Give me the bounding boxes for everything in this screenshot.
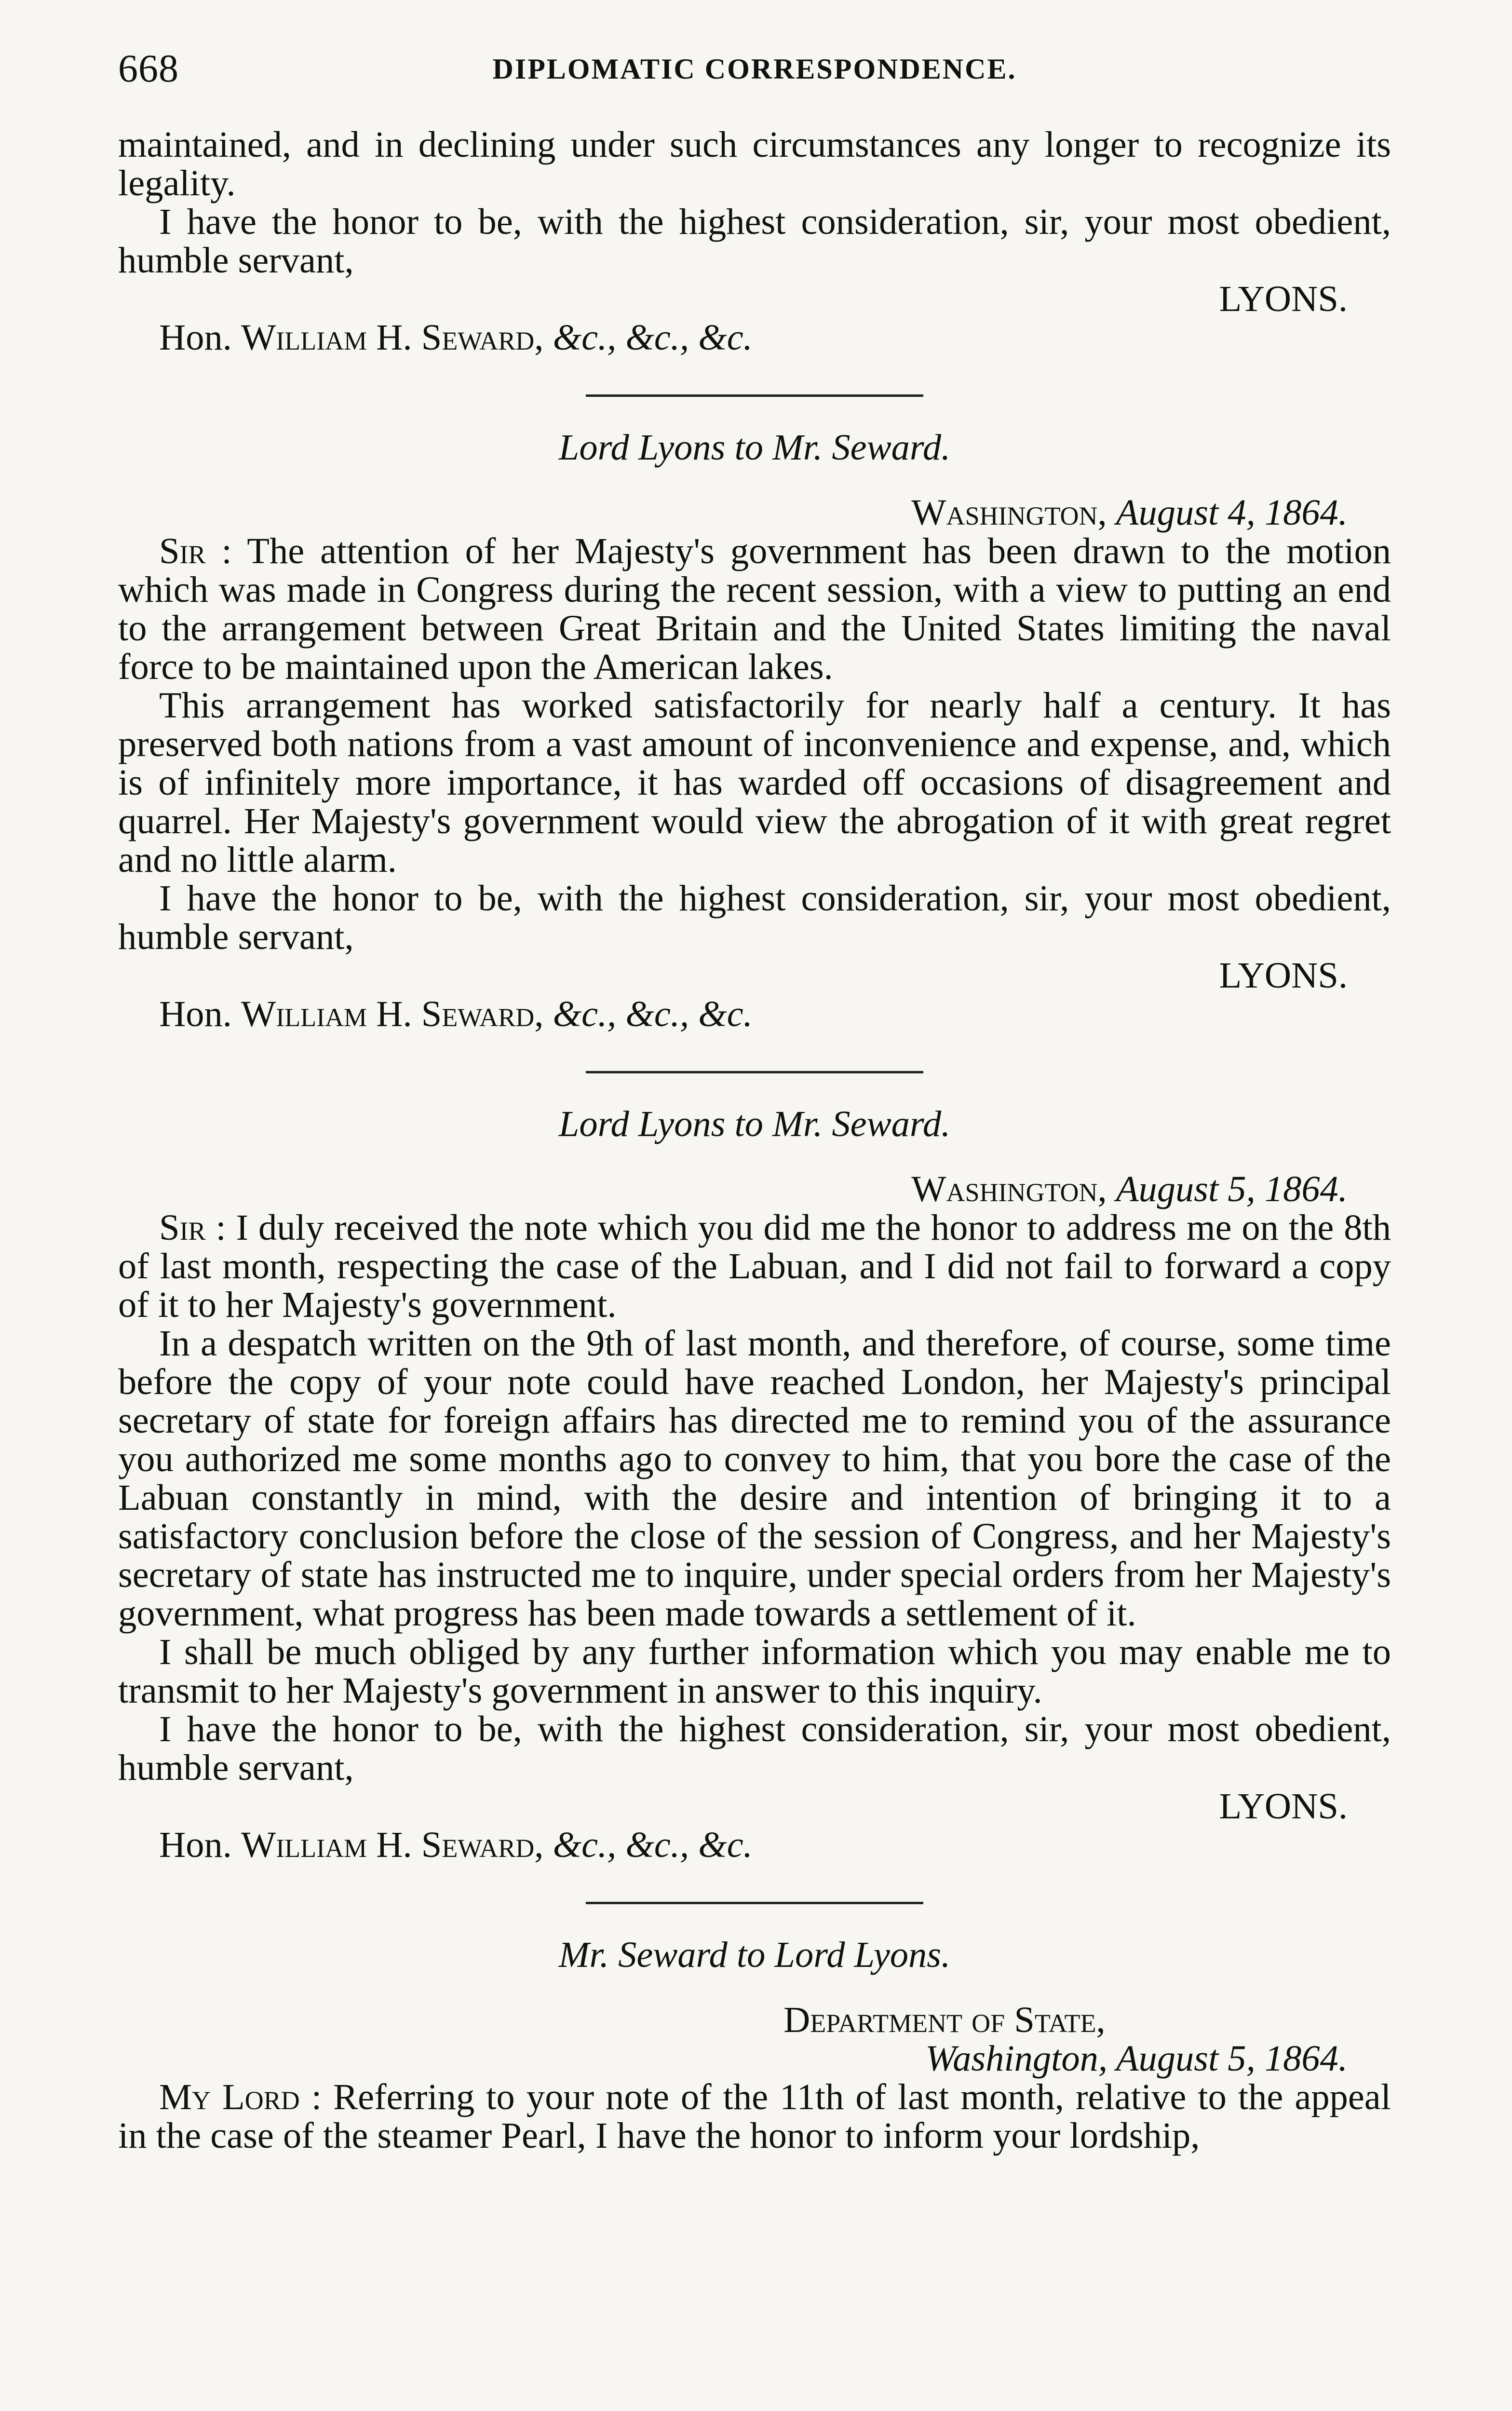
dateline-date: August 4, 1864. (1116, 492, 1348, 533)
letter-title: Lord Lyons to Mr. Seward. (558, 427, 951, 468)
letter-continuation (118, 125, 1391, 357)
paragraph-text: I duly received the note which you did me the honor to address me on the 8th of last month, respecting the case of the Labuan, and I did not fail to forward a copy of it to her Majesty's government. (118, 1207, 1391, 1325)
addressee-suffix: &c., &c., &c. (553, 1824, 753, 1865)
salutation: Sir : (159, 1207, 226, 1248)
addressee-prefix: Hon. (159, 317, 232, 358)
paragraph-text: Referring to your note of the 11th of last month, relative to the appeal in the case of the steamer Pearl, I have the honor to inform your lordship, (118, 2076, 1391, 2156)
continuation-paragraph: maintained, and in declining under such circumstances any longer to recognize its legality. (118, 124, 1391, 203)
letter-paragraph: In a despatch written on the 9th of last month, and therefore, of course, some time before the copy of your note could have reached London, her Majesty's principal secretary of state for foreign affairs has directed me to remind you of the assurance you authorized me some months ago to convey to him, that you bore the case of the Labuan constantly in mind, with the desire and intention of bringing it to a satisfactory conclusion before the close of the session of Congress, and her Majesty's secretary of state has instructed me to inquire, under special orders from her Majesty's government, what progress has been made towards a settlement of it. (118, 1323, 1391, 1634)
letter-paragraph: I shall be much obliged by any further information which you may enable me to transmit to her Majesty's government in answer to this inquiry. (118, 1631, 1391, 1711)
page-header (118, 46, 1391, 89)
letter-dateline (118, 1170, 1391, 1208)
signature: LYONS. (1219, 955, 1348, 996)
letter-dateline (118, 493, 1391, 532)
letter-paragraph (118, 1208, 1391, 1324)
addressee-prefix: Hon. (159, 1824, 232, 1865)
addressee-name: William H. Seward, (241, 317, 544, 358)
addressee-suffix: &c., &c., &c. (553, 993, 753, 1034)
dateline-date: August 5, 1864. (1116, 1168, 1348, 1209)
letter-title: Mr. Seward to Lord Lyons. (558, 1934, 951, 1975)
addressee-name: William H. Seward, (241, 993, 544, 1034)
dateline-place: Washington, (911, 1168, 1107, 1209)
section-divider (586, 1902, 923, 1904)
salutation: My Lord : (159, 2076, 322, 2117)
closing-formula: I have the honor to be, with the highest consideration, sir, your most obedient, humble servant, (118, 878, 1391, 957)
letter-lyons-aug-5 (118, 1105, 1391, 1864)
letter-department: Department of State, (783, 1999, 1106, 2040)
letter-lyons-aug-4 (118, 428, 1391, 1033)
letter-title: Lord Lyons to Mr. Seward. (558, 1103, 951, 1144)
signature: LYONS. (1219, 1786, 1348, 1827)
letter-seward-aug-5 (118, 1936, 1391, 2155)
addressee-suffix: &c., &c., &c. (553, 317, 753, 358)
letter-dateline: Washington, August 5, 1864. (925, 2038, 1348, 2079)
salutation: Sir : (159, 530, 232, 571)
addressee (159, 995, 1391, 1033)
letter-paragraph (118, 532, 1391, 686)
closing-formula: I have the honor to be, with the highest consideration, sir, your most obedient, humble servant, (118, 1708, 1391, 1788)
closing-formula: I have the honor to be, with the highest consideration, sir, your most obedient, humble servant, (118, 201, 1391, 281)
section-divider (586, 394, 923, 397)
addressee-prefix: Hon. (159, 993, 232, 1034)
addressee (159, 318, 1391, 357)
dateline-place: Washington, (911, 492, 1107, 533)
running-title: DIPLOMATIC CORRESPONDENCE. (492, 53, 1017, 85)
page-number: 668 (118, 46, 179, 90)
letter-paragraph (118, 2078, 1391, 2155)
addressee-name: William H. Seward, (241, 1824, 544, 1865)
addressee (159, 1826, 1391, 1864)
letter-paragraph: This arrangement has worked satisfactorily for nearly half a century. It has preserved both nations from a vast amount of inconvenience and expense, and, which is of infinitely more importance, it has warded off occasions of disagreement and quarrel. Her Majesty's government would view the abrogation of it with great regret and no little alarm. (118, 685, 1391, 880)
paragraph-text: The attention of her Majesty's government has been drawn to the motion which was made in Congress during the recent session, with a view to putting an end to the arrangement between Great Britain and the United States limiting the naval force to be maintained upon the American lakes. (118, 530, 1391, 687)
signature: LYONS. (1219, 278, 1348, 319)
page-body (118, 125, 1391, 2155)
section-divider (586, 1071, 923, 1073)
